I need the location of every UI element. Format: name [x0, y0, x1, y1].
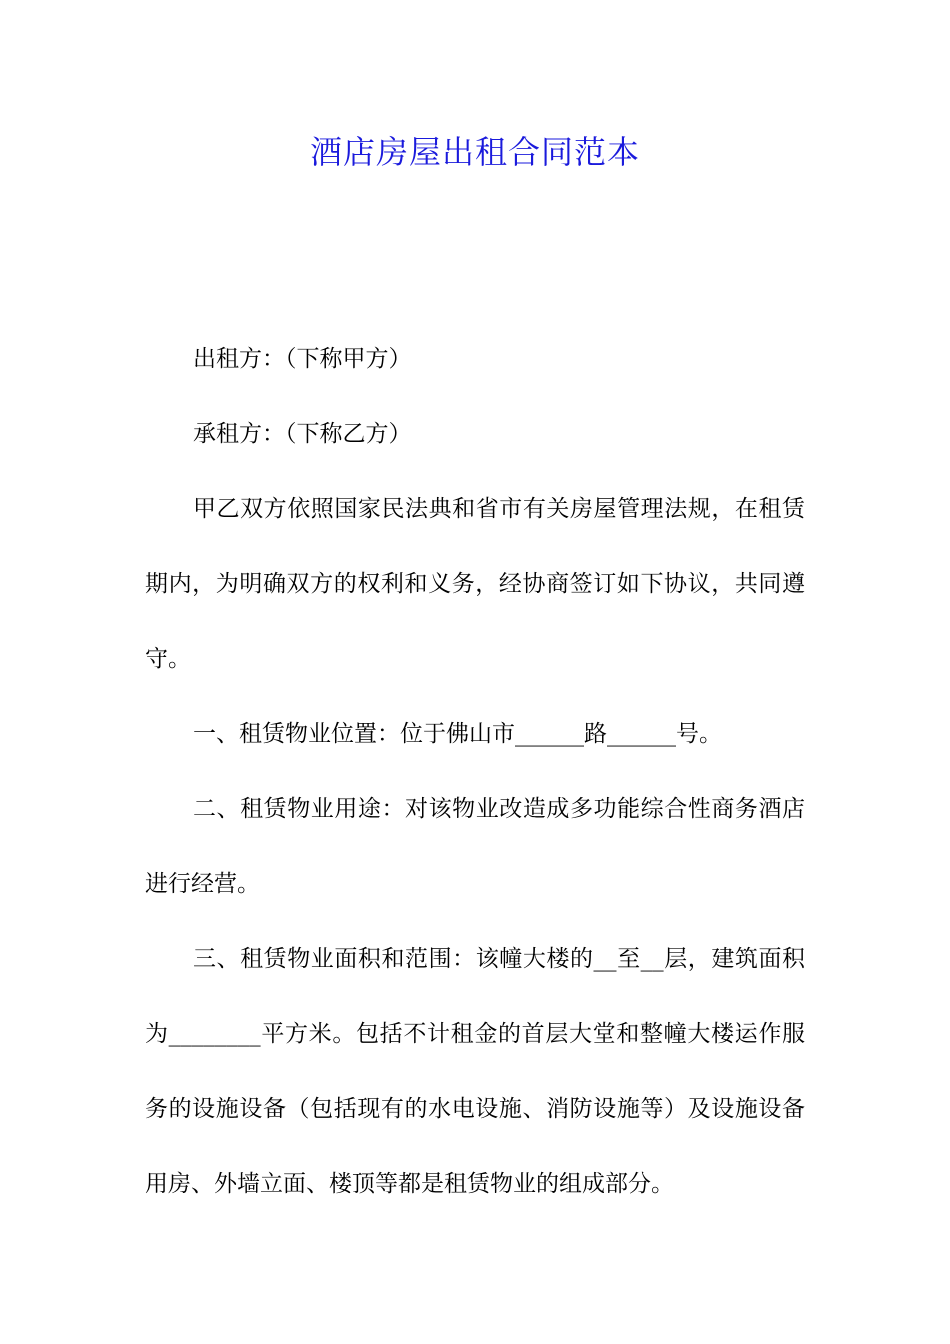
document-body — [145, 322, 805, 1222]
lessee-line: 承租方：（下称乙方） — [193, 421, 412, 447]
clause-1-location: 一、租赁物业位置：位于佛山市______路______号。 — [193, 721, 722, 747]
clause-3-area: 三、租赁物业面积和范围：该幢大楼的__至__层，建筑面积为________平方米。包括不计租金的首层大堂和整幢大楼运作服务的设施设备（包括现有的水电设施、消防设施等）及设施设备用房、外墙立面、楼顶等都是租赁物业的组成部分。 — [145, 946, 805, 1197]
preamble-paragraph: 甲乙双方依照国家民法典和省市有关房屋管理法规，在租赁期内，为明确双方的权利和义务，经协商签订如下协议，共同遵守。 — [145, 496, 805, 672]
lessor-line: 出租方：（下称甲方） — [193, 346, 412, 372]
clause-2-purpose: 二、租赁物业用途：对该物业改造成多功能综合性商务酒店进行经营。 — [145, 796, 805, 897]
document-title: 酒店房屋出租合同范本 — [309, 133, 640, 171]
